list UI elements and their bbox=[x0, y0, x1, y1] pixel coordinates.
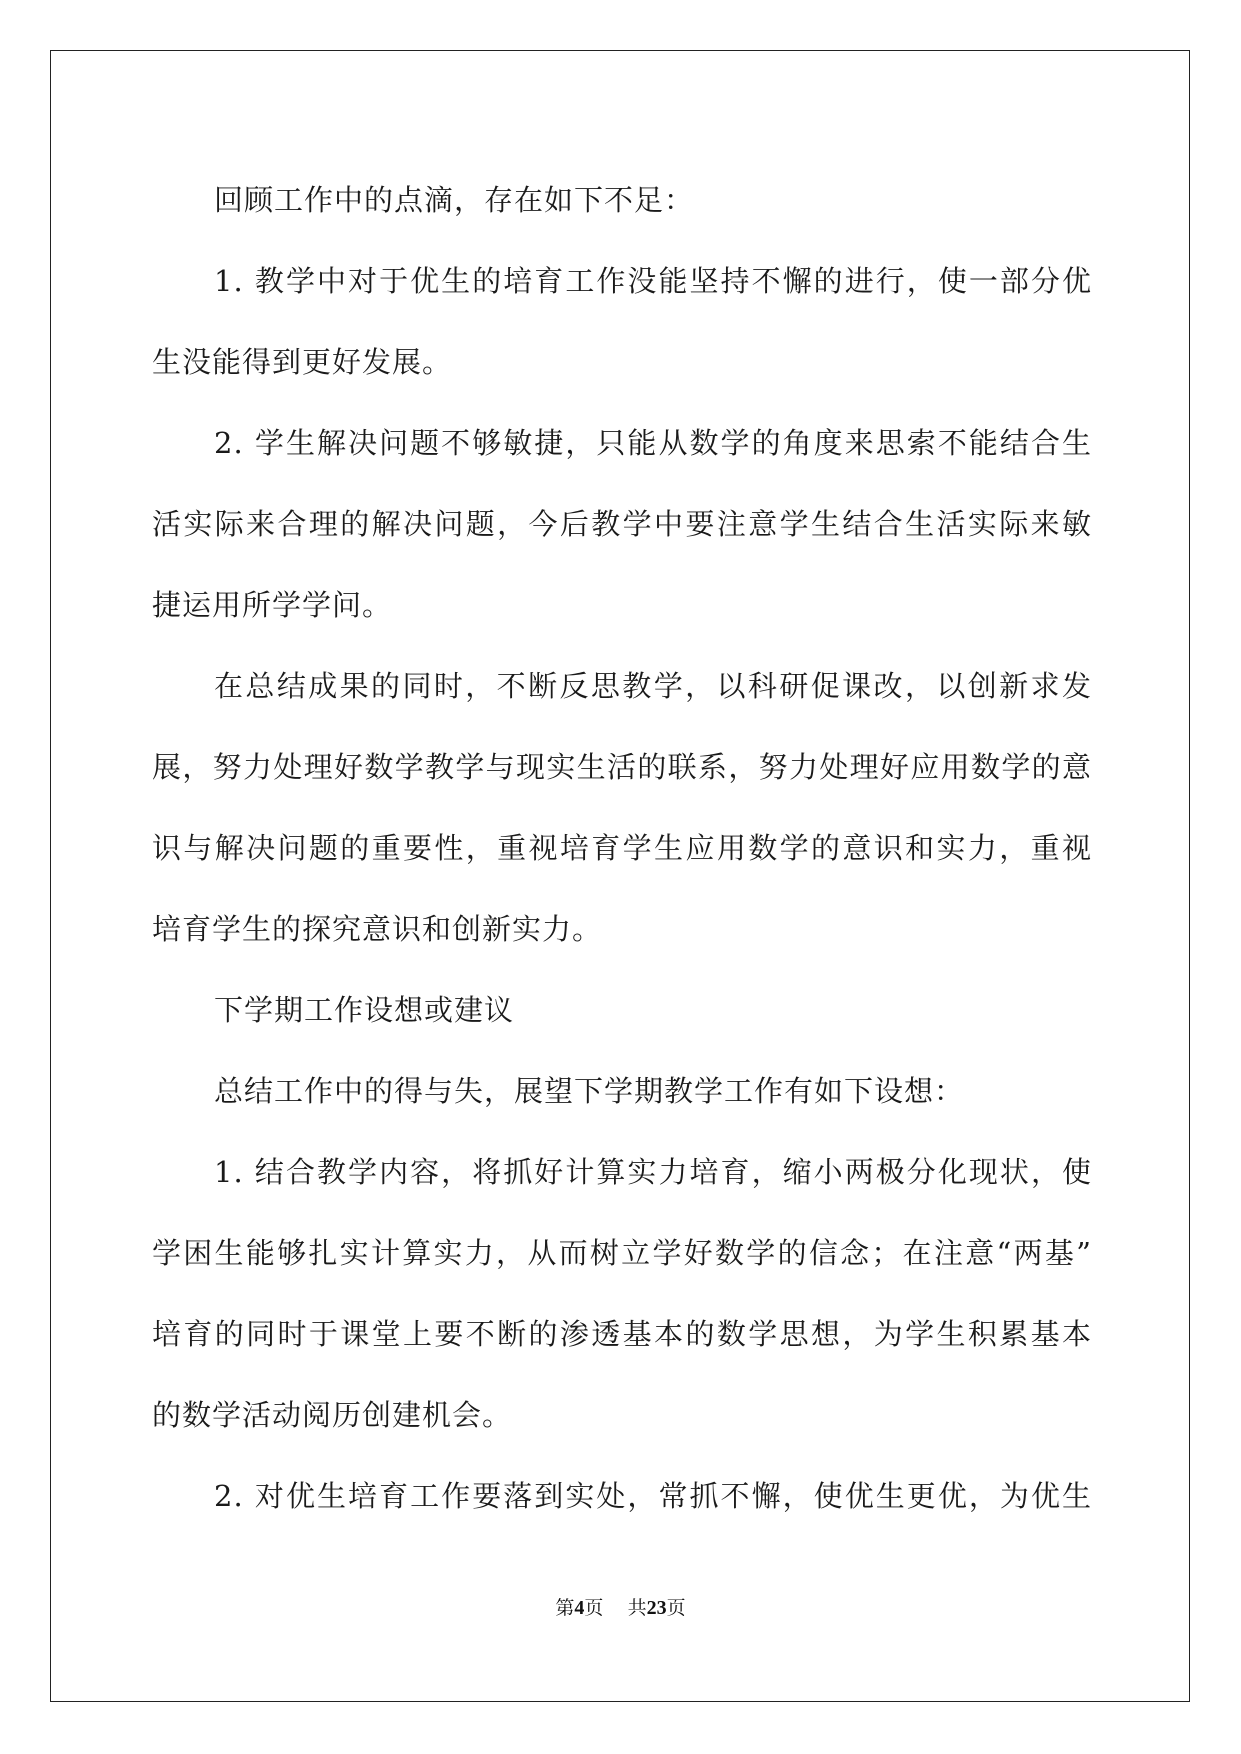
text-line: 生没能得到更好发展。 bbox=[152, 345, 453, 379]
text-line: 捷运用所学学问。 bbox=[152, 588, 393, 622]
document-body bbox=[152, 160, 1092, 1537]
section-heading bbox=[152, 970, 1092, 1051]
footer-total-suffix: 页 bbox=[666, 1597, 686, 1619]
footer-total-prefix: 共 bbox=[627, 1597, 647, 1619]
text-line: 2. 对优生培育工作要落到实处，常抓不懈，使优生更优，为优生 bbox=[214, 1479, 1092, 1513]
text-line: 展，努力处理好数学教学与现实生活的联系，努力处理好应用数学的意 bbox=[152, 750, 1092, 784]
paragraph bbox=[152, 241, 1092, 403]
page-footer bbox=[0, 1593, 1241, 1620]
paragraph bbox=[152, 1051, 1092, 1132]
text-line: 培育学生的探究意识和创新实力。 bbox=[152, 912, 603, 946]
paragraph bbox=[152, 1132, 1092, 1456]
paragraph bbox=[152, 403, 1092, 646]
text-line: 2. 学生解决问题不够敏捷，只能从数学的角度来思索不能结合生 bbox=[214, 426, 1092, 460]
current-page-number: 4 bbox=[574, 1597, 585, 1619]
text-line: 下学期工作设想或建议 bbox=[214, 993, 515, 1027]
text-line: 培育的同时于课堂上要不断的渗透基本的数学思想，为学生积累基本 bbox=[152, 1317, 1092, 1351]
paragraph bbox=[152, 646, 1092, 970]
footer-prefix: 第 bbox=[555, 1597, 575, 1619]
total-page-count: 23 bbox=[646, 1597, 667, 1619]
paragraph bbox=[152, 1456, 1092, 1537]
text-line: 识与解决问题的重要性，重视培育学生应用数学的意识和实力，重视 bbox=[152, 831, 1092, 865]
text-line: 回顾工作中的点滴，存在如下不足： bbox=[214, 183, 695, 217]
text-line: 在总结成果的同时，不断反思教学，以科研促课改，以创新求发 bbox=[214, 669, 1092, 703]
text-line: 活实际来合理的解决问题，今后教学中要注意学生结合生活实际来敏 bbox=[152, 507, 1092, 541]
text-line: 1. 教学中对于优生的培育工作没能坚持不懈的进行，使一部分优 bbox=[214, 264, 1092, 298]
footer-page-suffix: 页 bbox=[584, 1597, 604, 1619]
text-line: 的数学活动阅历创建机会。 bbox=[152, 1398, 513, 1432]
paragraph bbox=[152, 160, 1092, 241]
text-line: 学困生能够扎实计算实力，从而树立学好数学的信念；在注意“两基” bbox=[152, 1236, 1092, 1270]
text-line: 总结工作中的得与失，展望下学期教学工作有如下设想： bbox=[214, 1074, 965, 1108]
text-line: 1. 结合教学内容，将抓好计算实力培育，缩小两极分化现状，使 bbox=[214, 1155, 1092, 1189]
